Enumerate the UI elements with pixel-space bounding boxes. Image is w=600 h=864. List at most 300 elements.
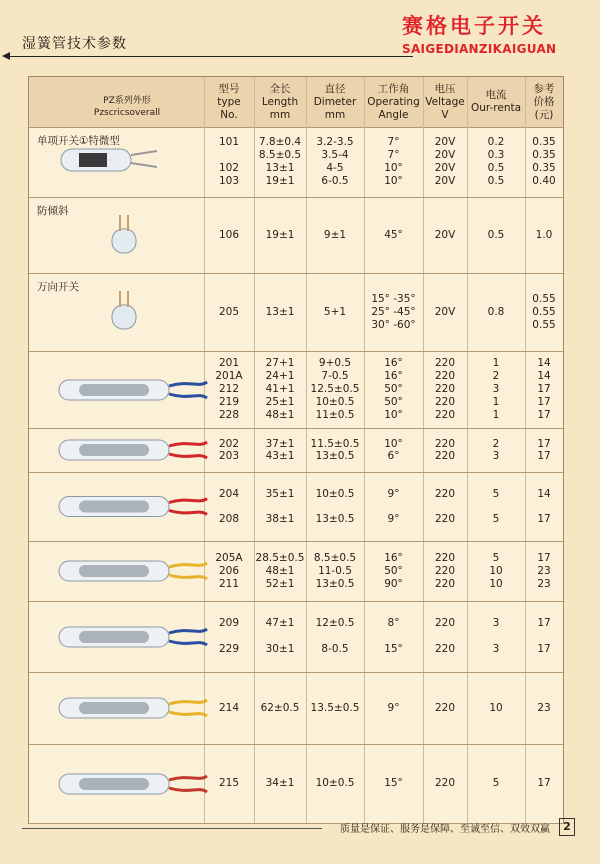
cell-value: 23 [537,564,551,577]
cell-current [467,136,525,188]
wire-lead-icon [169,454,207,458]
header-type-line: 型号 [218,83,240,95]
wire-lead-icon [169,641,207,645]
cell-length [254,552,306,591]
header-angle [364,83,423,122]
cell-voltage [423,482,467,531]
cell-value: 0.35 [532,162,556,174]
cell-value: 15° -35° [371,292,416,305]
switch-image-wrap [39,678,209,742]
table-row-group [29,273,563,352]
cell-value: 228 [218,409,240,421]
cell-angle [364,702,423,715]
cell-value: 10 [489,577,503,590]
header-type-line: type [217,96,241,108]
cell-value: 17 [537,409,551,421]
cell-value: 204 [218,488,240,500]
wire-lead-icon [169,394,207,398]
cell-value: 16° [384,551,403,564]
cell-type [204,777,254,790]
row-category-label: 防倾斜 [37,205,69,217]
switch-image-wrap [39,477,209,540]
cell-value: 2 [492,370,500,382]
shape-header [37,95,217,119]
cell-angle [364,357,423,422]
cell-value: 20V [434,149,456,161]
cell-value: 20V [434,228,456,241]
cell-value: 30±1 [265,642,295,655]
cell-value: 10±0.5 [315,488,355,500]
header-voltage-line: 电压 [434,83,456,95]
cell-value: 10 [489,564,503,577]
header-current-line: 电流 [485,89,507,101]
header-price-line: 参考 [533,83,555,95]
cell-value: 8.5±0.5 [258,149,302,161]
cell-value: 2 [492,438,500,450]
cell-value: 0.8 [487,305,505,318]
table-row-group [29,541,563,602]
cell-diameter [306,777,364,790]
cell-value: 48±1 [265,564,295,577]
cell-value: 13±1 [265,162,295,174]
cell-type [204,229,254,242]
header-current [467,89,525,115]
table-row-group [29,744,563,824]
cell-value: 9+0.5 [318,357,352,369]
cell-value: 0.55 [532,305,556,318]
cell-diameter [306,611,364,662]
mercury-switch-image [39,287,209,347]
cell-current [467,357,525,422]
cell-value: 0.3 [487,149,505,161]
cell-value: 7° [387,149,400,161]
cell-value: 212 [218,383,240,395]
cell-current [467,482,525,531]
mercury-switch-image [39,477,209,536]
cell-value: 52±1 [265,577,295,590]
cell-diameter [306,357,364,422]
cell-value: 13±0.5 [315,577,355,590]
cell-value: 8.5±0.5 [313,551,357,564]
page-footer [0,818,600,838]
table-row-group [29,351,563,429]
cell-length [254,702,306,715]
cell-value: 41+1 [265,383,295,395]
cell-value: 47±1 [265,617,295,629]
cell-value: 220 [434,357,456,369]
cell-value: 5 [492,488,500,500]
header-current-line: Our-renta [470,102,522,114]
cell-value: 17 [537,438,551,450]
cell-voltage [423,306,467,319]
row-category-label: 万向开关 [37,281,79,293]
cell-value: 50° [384,383,403,395]
cell-value: 17 [537,383,551,395]
cell-value: 220 [434,450,456,462]
cell-value: 205A [215,551,243,564]
cell-value: 220 [434,642,456,655]
cell-angle [364,552,423,591]
cell-value: 0.5 [487,228,505,241]
cell-value: 35±1 [265,488,295,500]
cell-value: 13±0.5 [315,512,355,525]
cell-length [254,357,306,422]
cell-value: 15° [384,777,403,789]
cell-value: 7.8±0.4 [258,136,302,148]
cell-value: 220 [434,409,456,421]
wire-lead-icon [169,629,207,633]
cell-value: 10° [384,438,403,450]
cell-price [525,293,563,332]
cell-value: 214 [218,701,240,714]
header-diameter [306,83,364,122]
cell-value: 103 [218,175,240,187]
cell-length [254,438,306,462]
cell-value: 17 [537,777,551,789]
table-row-group [29,472,563,542]
brand-name-cn: 赛格电子开关 [402,13,546,38]
table-row-group [29,672,563,745]
cell-value: 0.5 [487,162,505,174]
cell-price [525,777,563,790]
switch-image-wrap [39,546,209,600]
header-length [254,83,306,122]
header-price-line: 价格 [533,96,555,108]
cell-current [467,611,525,662]
header-length-line: Length [261,96,299,108]
cell-value: 7° [387,136,400,148]
cell-value: 13±1 [265,305,295,318]
cell-value: 6° [387,450,400,462]
cell-value: 5 [492,551,500,564]
cell-value: 19±1 [265,175,295,187]
cell-value: 90° [384,577,403,590]
mercury-switch-image [39,433,209,467]
cell-value: 23 [537,701,551,714]
row-category-label: 单项开关①特微型 [37,135,120,147]
mercury-switch-image [39,754,209,814]
cell-value: 6-0.5 [321,175,349,187]
cell-value: 15° [384,642,403,655]
mercury-element [79,153,107,167]
cell-value: 13.5±0.5 [310,701,360,714]
cell-value: 3 [492,617,500,629]
table-row-group [29,428,563,473]
cell-value: 205 [218,305,240,318]
mercury-element [79,565,149,577]
wire-lead-icon [169,499,207,503]
cell-length [254,306,306,319]
cell-value: 37±1 [265,438,295,450]
table-row-group [29,601,563,673]
cell-voltage [423,777,467,790]
cell-value: 20V [434,175,456,187]
cell-value: 5+1 [323,305,347,318]
cell-value: 5 [492,777,500,789]
wire-lead-icon [169,712,207,716]
cell-value: 220 [434,512,456,525]
glass-tube [112,229,136,253]
cell-value: 208 [218,512,240,525]
cell-value: 219 [218,396,240,408]
cell-value: 1.0 [535,228,553,241]
mercury-switch-image [39,360,209,420]
cell-value: 20V [434,136,456,148]
cell-value: 202 [218,438,240,450]
wire-lead-icon [169,382,207,386]
cell-value: 38±1 [265,512,295,525]
cell-diameter [306,438,364,462]
switch-image-wrap [39,360,209,424]
cell-value: 25° -45° [371,305,416,318]
cell-angle [364,293,423,332]
mercury-switch-image [39,678,209,738]
cell-value: 9±1 [323,228,347,241]
wire-lead-icon [169,575,207,579]
cell-value: 23 [537,577,551,590]
switch-image-wrap [39,607,209,671]
spec-table [28,76,564,824]
cell-value: 102 [218,162,240,174]
header-price [525,83,563,122]
cell-value: 30° -60° [371,318,416,331]
cell-current [467,552,525,591]
cell-value: 27+1 [265,357,295,369]
header-diameter-line: 直径 [324,83,346,95]
cell-value: 10° [384,409,403,421]
brand-name-en: SAIGEDIANZIKAIGUAN [402,42,557,56]
cell-value: 62±0.5 [260,701,300,714]
cell-angle [364,136,423,188]
mercury-element [79,384,149,396]
cell-value: 10° [384,162,403,174]
header-type-line: No. [220,109,238,121]
header-angle-line: Angle [378,109,409,121]
cell-value: 10±0.5 [315,777,355,789]
cell-value: 215 [218,777,240,789]
table-row-group [29,127,563,198]
header-angle-line: 工作角 [377,83,410,95]
cell-voltage [423,611,467,662]
cell-angle [364,482,423,531]
header-voltage [423,83,467,122]
cell-value: 201 [218,357,240,369]
cell-diameter [306,482,364,531]
cell-length [254,482,306,531]
cell-value: 11±0.5 [315,409,355,421]
cell-current [467,229,525,242]
wire-lead-icon [169,442,207,446]
cell-value: 17 [537,450,551,462]
cell-value: 0.40 [532,175,556,187]
cell-value: 0.5 [487,175,505,187]
switch-image-wrap [39,211,209,275]
cell-value: 201A [215,370,243,382]
header-length-line: 全长 [269,83,291,95]
wire-lead-icon [131,163,157,167]
cell-value: 50° [384,396,403,408]
cell-value: 8° [387,617,400,629]
wire-lead-icon [169,788,207,792]
mercury-element [79,444,149,456]
cell-price [525,438,563,462]
page-title: 湿簧管技术参数 [22,36,127,52]
cell-value: 8-0.5 [321,642,349,655]
cell-current [467,306,525,319]
wire-lead-icon [169,776,207,780]
cell-voltage [423,357,467,422]
cell-value: 11.5±0.5 [310,438,360,450]
cell-value: 48±1 [265,409,295,421]
cell-value: 0.35 [532,149,556,161]
cell-value [204,149,254,162]
cell-value: 0.35 [532,136,556,148]
cell-value: 20V [434,305,456,318]
cell-length [254,136,306,188]
cell-price [525,136,563,188]
cell-value: 24+1 [265,370,295,382]
cell-value: 209 [218,617,240,629]
cell-value: 17 [537,551,551,564]
cell-type [204,702,254,715]
cell-value: 220 [434,701,456,714]
cell-price [525,611,563,662]
cell-value: 11-0.5 [318,564,352,577]
cell-current [467,777,525,790]
cell-type [204,482,254,531]
cell-value: 7-0.5 [321,370,349,382]
page-header [0,0,600,78]
cell-value: 45° [384,228,403,241]
cell-angle [364,611,423,662]
cell-value: 43±1 [265,450,295,462]
cell-voltage [423,136,467,188]
cell-value: 220 [434,438,456,450]
cell-value: 206 [218,564,240,577]
cell-type [204,136,254,188]
cell-value: 16° [384,357,403,369]
cell-value: 203 [218,450,240,462]
page-number: 2 [559,818,575,836]
mercury-element [79,501,149,513]
cell-length [254,229,306,242]
cell-current [467,702,525,715]
cell-value: 14 [537,488,551,500]
cell-value: 211 [218,577,240,590]
cell-type [204,306,254,319]
cell-value: 220 [434,370,456,382]
cell-value: 3 [492,642,500,655]
cell-value: 34±1 [265,777,295,789]
cell-value: 101 [218,136,240,148]
cell-type [204,552,254,591]
cell-value: 25±1 [265,396,295,408]
cell-value: 229 [218,642,240,655]
switch-image-wrap [39,754,209,818]
header-diameter-line: mm [324,109,346,121]
cell-value: 220 [434,777,456,789]
mercury-switch-image [39,607,209,667]
switch-image-wrap [39,287,209,351]
cell-price [525,552,563,591]
mercury-element [79,631,149,643]
cell-value: 16° [384,370,403,382]
footer-rule [22,828,322,829]
cell-price [525,357,563,422]
cell-type [204,357,254,422]
cell-value: 106 [218,228,240,241]
cell-value: 220 [434,383,456,395]
cell-voltage [423,229,467,242]
cell-value: 10° [384,175,403,187]
cell-value: 1 [492,409,500,421]
wire-lead-icon [169,511,207,515]
cell-diameter [306,552,364,591]
footer-slogan: 质量是保证、服务是保障、至诚至信、双效双赢 [340,824,550,835]
cell-value: 14 [537,357,551,369]
cell-diameter [306,229,364,242]
cell-angle [364,229,423,242]
header-voltage-line: Veltage [425,96,465,108]
cell-value: 50° [384,564,403,577]
cell-value: 3 [492,383,500,395]
cell-value: 17 [537,512,551,525]
cell-length [254,777,306,790]
header-type [204,83,254,122]
cell-value: 1 [492,357,500,369]
cell-value: 3.5-4 [321,149,349,161]
wire-lead-icon [131,151,157,155]
cell-value: 14 [537,370,551,382]
cell-value: 220 [434,551,456,564]
cell-value: 9° [387,488,400,500]
cell-angle [364,438,423,462]
table-header-row [29,77,563,128]
cell-value: 9° [387,701,400,714]
cell-value: 220 [434,617,456,629]
cell-voltage [423,552,467,591]
table-row-group [29,197,563,274]
shape-header-cn: PZ系列外形 [103,96,151,106]
cell-value: 4-5 [326,162,344,174]
mercury-switch-image [39,546,209,596]
switch-image-wrap [39,433,209,471]
header-angle-line: Operating [367,96,420,108]
cell-value: 12±0.5 [315,617,355,629]
cell-value: 9° [387,512,400,525]
cell-diameter [306,136,364,188]
cell-value: 0.55 [532,318,556,331]
header-voltage-line: V [441,109,449,121]
cell-value: 10 [489,701,503,714]
title-underline [8,56,413,57]
cell-value: 12.5±0.5 [310,383,360,395]
cell-price [525,482,563,531]
cell-value: 0.55 [532,292,556,305]
cell-value: 1 [492,396,500,408]
cell-value: 0.2 [487,136,505,148]
cell-diameter [306,306,364,319]
cell-price [525,702,563,715]
cell-price [525,229,563,242]
cell-value: 220 [434,564,456,577]
cell-current [467,438,525,462]
cell-value: 28.5±0.5 [255,551,305,564]
header-length-line: mm [269,109,291,121]
cell-angle [364,777,423,790]
cell-value: 20V [434,162,456,174]
shape-header-en: Pzscricsoverall [93,108,161,118]
